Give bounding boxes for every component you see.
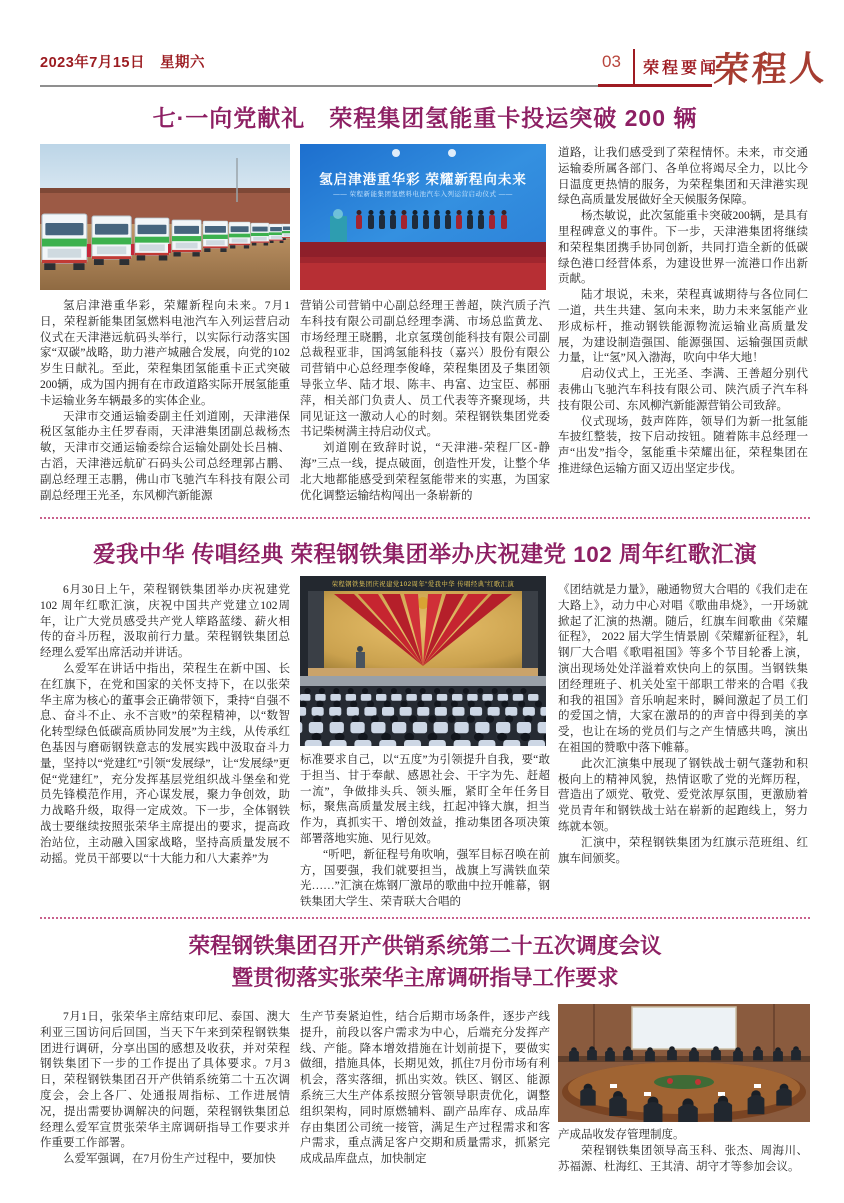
- article2-column1: [40, 583, 290, 917]
- stage-backdrop-subtitle: —— 荣程新能集团氢燃料电池汽车入列运营启动仪式 ——: [333, 191, 513, 198]
- paragraph: “听吧，新征程号角吹响，强军目标召唤在前方，国要强，我们就要担当，战旗上写满铁血荣光……”汇演在炼钢厂激昂的歌曲中拉开帷幕，钢铁集团大学生、荣青联大合唱的: [300, 848, 550, 909]
- article1-photo-truck-lineup: [40, 144, 290, 290]
- masthead-logo: 荣程人: [712, 49, 830, 90]
- paragraph: 启动仪式上，王光圣、李满、王善超分别代表佛山飞驰汽车科技有限公司、陕汽质子汽车科技有限公司、东风柳汽新能源营销公司致辞。: [558, 368, 808, 412]
- header-rule-red: [598, 84, 712, 87]
- paragraph: 仪式现场，鼓声阵阵，领导们为新一批氢能车披红整装，按下启动按钮。随着陈丰总经理一声“出发”指令，氢能重卡荣耀出征，荣程集团在推进绿色运输方面又迈出坚定步伐。: [558, 415, 808, 475]
- meeting-room-illustration: [558, 1004, 810, 1122]
- paragraph: 6月30日上午，荣程钢铁集团举办庆祝建党102 周年红歌汇演，庆祝中国共产党建立102周年，让广大党员感受共产党人筚路蓝缕、薪火相传的奋斗历程，汲取前行力量。荣程钢铁集团总经理么爱军出席活动并讲话。: [40, 584, 290, 660]
- paragraph: 杨杰敏说，此次氢能重卡突破200辆，是具有里程碑意义的事件。下一步，天津港集团将继续和荣程集团携手协同创新，共同打造全新的低碳绿色港口经营体系，为建设世界一流港口作出新贡献。: [558, 210, 808, 286]
- article3-column1: [40, 1010, 290, 1202]
- truck-lineup-illustration: [40, 144, 290, 290]
- article-separator: [40, 917, 810, 919]
- article1-column1: [40, 299, 290, 517]
- article3-photo-meeting-room: [558, 1004, 810, 1122]
- paragraph: 此次汇演集中展现了钢铁战士朝气蓬勃和积极向上的精神风貌，热情讴歌了党的光辉历程，营造出了颂党、敬党、爱党浓厚氛围，更激励着党员青年和钢铁战士站在崭新的起跑线上，努力练就本领。: [558, 757, 808, 833]
- article3-title-line2: 暨贯彻落实张荣华主席调研指导工作要求: [231, 966, 619, 990]
- paragraph: 汇演中，荣程钢铁集团为红旗示范班组、红旗车间颁奖。: [558, 836, 808, 865]
- paragraph: 陆才垠说，未来，荣程真诚期待与各位同仁一道，共生共建、氢向未来，助力未来氢能产业形成标杆，推动钢铁能源物流运输业高质量发展，为建设制造强国、能源强国、运输强国贡献力量，让“氢”风入渤海，吹向中华大地！: [558, 289, 808, 365]
- paragraph: 刘道刚在致辞时说，“天津港-荣程厂区-静海”三点一线，提点破面，创造性开发，让整个华北大地都能感受到荣程氢能带来的实惠，为国家优化调整运输结构闯出一条崭新的: [300, 442, 550, 502]
- concert-banner-text: 荣程钢铁集团庆祝建党102周年“爱我中华 传唱经典”红歌汇演: [331, 581, 515, 588]
- paragraph: 生产节奏紧迫性，结合后期市场条件，逐步产线提升，前段以客户需求为中心，后端充分发挥产线、产能。降本增效措施在计划前提下，要做实做细，措施具体，长期见效，抓住7月份市场有利机会，落实落细，抓出实效。铁区、钢区、能源系统三大生产体系按照分管领导职责优化，调整组织架构，同时原燃辅料、副产品库存、成品库存由集团公司统一接管，满足生产过程需求和客户需求，重点满足客户交期和质量需求，抓紧完成成品库盘点，加快制定: [300, 1011, 550, 1166]
- section-divider-bar: [633, 49, 635, 85]
- article1-column2: [300, 299, 550, 517]
- article2-title: 爱我中华 传唱经典 荣程钢铁集团举办庆祝建党 102 周年红歌汇演: [92, 542, 758, 567]
- paragraph: 7月1日，张荣华主席结束印尼、泰国、澳大利亚三国访问后回国，当天下午来到荣程钢铁集团进行调研，分享出国的感想及收获，并对荣程钢铁集团下一步的工作提出了具体要求。7月3日，荣程钢铁集团召开产供销系统第二十五次调度会，会上各厂、处通报周指标、工作进展情况，提出需要协调解决的问题，荣程钢铁集团总经理么爱军宣贯张荣华主席调研指导工作要求并作重要工作部署。: [40, 1011, 290, 1150]
- article2-photo-concert-hall: [300, 576, 546, 746]
- paragraph: 么爱军在讲话中指出，荣程生在新中国、长在红旗下，在党和国家的关怀支持下，在以张荣华主席为核心的董事会正确带领下，秉持“自强不息、奋斗不止、永不言败”的荣程精神，以“数智化转型绿色低碳高质协同发展”为主线，从传承红色基因与磨砺钢铁意志的发展实践中汲取奋斗力量，坚持以“党建红”引领“发展绿”，让“发展绿”更促“党建红”，充分发挥基层党组织战斗堡垒和党员先锋模范作用，齐心谋发展，聚力争创效，助力战略升级，取得一定成效。下一步，全体钢铁战士要继续按照张荣华主席提出的要求，提高政治站位，主动融入国家战略，坚持高质量发展不动摇。党员干部要以“十大能力和八大素养”为: [40, 662, 290, 865]
- article2-column3: [558, 583, 808, 917]
- paragraph: 《团结就是力量》，融通物贸大合唱的《我们走在大路上》，动力中心对唱《歌曲串烧》，一开场就掀起了汇演的热潮。随后，红旗车间歌曲《荣耀征程》， 2022 届大学生情景剧《荣耀新征程》，轧钢厂大合唱《歌唱祖国》等多个节目轮番上演，演出现场处处洋溢着欢快向上的氛围。当钢铁集团经理班子、机关处室干部职工带来的合唱《我和我的祖国》音乐响起来时，瞬间激起了员工们的爱国之情，大家在激昂的的声音中得到美的享受，也让在场的党员们与之产生情感共鸣，演出在祖国的赞歌中落下帷幕。: [558, 584, 808, 754]
- section-name: 荣程要闻: [643, 60, 720, 77]
- article3-title-line1: 荣程钢铁集团召开产供销系统第二十五次调度会议: [188, 934, 662, 958]
- header-rule-gray: [40, 85, 598, 87]
- paragraph: 荣程钢铁集团领导高玉科、张杰、周海川、苏福源、杜海红、王其清、胡守才等参加会议。: [558, 1144, 808, 1173]
- article1-title: 七·一向党献礼 荣程集团氢能重卡投运突破 200 辆: [152, 105, 698, 131]
- article-separator: [40, 517, 810, 519]
- article3-title: [40, 930, 810, 994]
- issue-date: 2023年7月15日 星期六: [40, 55, 205, 71]
- article2-column2: [300, 753, 550, 917]
- paragraph: 标准要求自己，以“五度”为引领提升自我，要“敢于担当、甘于奉献、感恩社会、干字为先、赶超一流”，争做排头兵、领头雁，紧盯全年任务目标，聚焦高质量发展主线，扛起冲锋大旗，担当作为，真抓实干、增创效益，推动集团各项决策部署落地实施、见行见效。: [300, 754, 550, 845]
- stage-illustration: [300, 144, 546, 290]
- article3-column2: [300, 1010, 550, 1202]
- article1-photo-launch-ceremony: [300, 144, 546, 290]
- article1-column3: [558, 146, 808, 517]
- stage-backdrop-headline: 氢启津港重华彩 荣耀新程向未来: [319, 172, 527, 187]
- paragraph: 产成品收发存管理制度。: [558, 1129, 685, 1141]
- page-number: 03: [602, 52, 621, 71]
- auditorium-illustration: [300, 576, 546, 746]
- paragraph: 么爱军强调，在7月份生产过程中，要加快: [63, 1153, 276, 1166]
- paragraph: 天津市交通运输委副主任刘道刚，天津港保税区氢能办主任罗春雨，天津港集团副总裁杨杰敏，天津市交通运输委综合运输处副处长吕楠、古滔，天津港远航矿石码头公司总经理郭占鹏、副总经理王志鹏，佛山市飞驰汽车科技有限公司副总经理王光圣，东风柳汽新能源: [40, 410, 290, 502]
- paragraph: 营销公司营销中心副总经理王善超，陕汽质子汽车科技有限公司副总经理李满、市场总监黄龙、市场经理王晓鹏，北京氢璞创能科技有限公司副总裁程亚非，国鸿氢能科技（嘉兴）股份有限公司营销中心总经理李俊峰，荣程集团及子集团领导张立华、陆才垠、陈丰、冉富、边宝臣、郝丽萍，相关部门负责人、员工代表等齐聚现场，共同见证这一激动人心的时刻。荣程钢铁集团党委书记柴树满主持启动仪式。: [300, 300, 550, 439]
- paragraph: 道路，让我们感受到了荣程情怀。未来，市交通运输委所属各部门、各单位将竭尽全力，以比今日温度更热情的服务，为荣程集团和天津港实现绿色高质量发展做好全天候服务保障。: [558, 147, 808, 207]
- article3-column3: [558, 1128, 808, 1200]
- paragraph: 氢启津港重华彩，荣耀新程向未来。7月1日，荣程新能集团氢燃料电池汽车入列运营启动仪式在天津港远航码头举行，以实际行动落实国家“双碳”战略，助力港产城融合发展，向党的102岁生日献礼。至此，荣程集团氢能重卡正式突破200辆，成为国内拥有在市政道路实际开展氢能重卡运输业务车辆最多的实体企业。: [40, 300, 290, 407]
